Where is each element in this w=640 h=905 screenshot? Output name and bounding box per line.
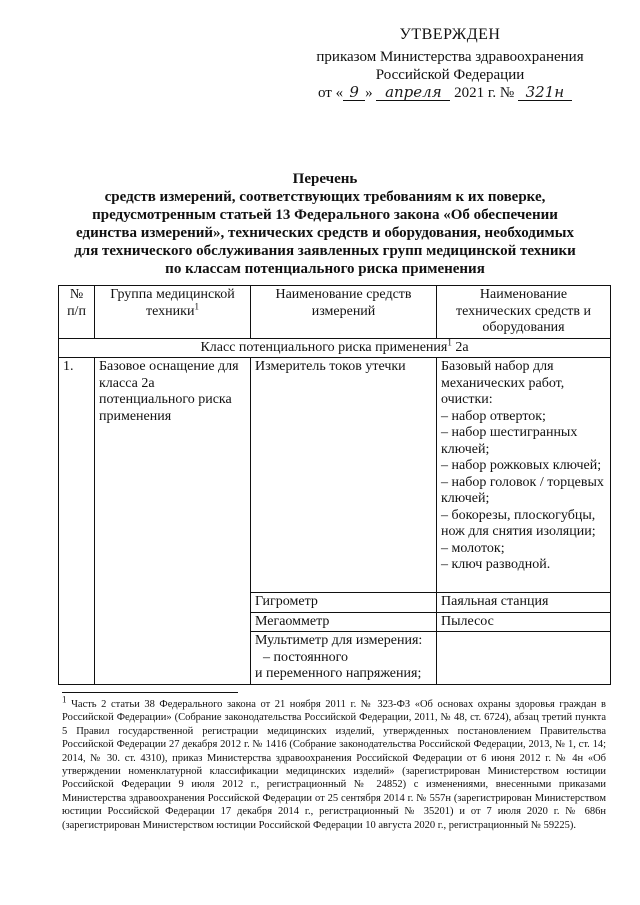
row-measure-4 xyxy=(251,632,437,685)
class-row xyxy=(59,338,611,358)
list-item: – набор головок / торцевых ключей; xyxy=(441,475,606,508)
class-row-label: Класс потенциального риска применения xyxy=(200,339,448,355)
title-line-5: для технического обслуживания заявленных групп медицинской техники xyxy=(74,243,576,259)
equipment-table xyxy=(58,285,611,685)
order-year: 2021 г. № xyxy=(454,85,515,101)
approval-heading: УТВЕРЖДЕН xyxy=(399,26,501,43)
list-item: – постоянного xyxy=(255,650,432,667)
approval-line-country: Российской Федерации xyxy=(375,67,525,83)
list-item: – набор отверток; xyxy=(441,409,606,426)
title-line-2: средств измерений, соответствующих требованиям к их поверке, xyxy=(104,189,546,205)
row-equipment-2: Паяльная станция xyxy=(437,593,611,613)
row-equipment-1 xyxy=(437,358,611,593)
table-header-row xyxy=(59,286,611,339)
title-line-3: предусмотренным статьей 13 Федерального закона «Об обеспечении xyxy=(92,207,558,223)
row-group: Базовое оснащение для класса 2а потенциального риска применения xyxy=(95,358,251,685)
title-line-1: Перечень xyxy=(292,171,358,187)
class-row-cell xyxy=(59,338,611,358)
footnote-divider xyxy=(62,692,238,693)
row-equipment-4 xyxy=(437,632,611,685)
header-group-footnote-mark: 1 xyxy=(194,300,199,311)
footnote-text: Часть 2 статьи 38 Федерального закона от 21 ноября 2011 г. № 323-ФЗ «Об основах охраны здоровья граждан в Российской Федерации» (Собрание законодательства Российской Федерации, 2011, № 48, ст. 6724), абзац третий пункта 5 Правил государственной регистрации медицинских изделий, утвержденных постановлением Правительства Российской Федерации 27 декабря 2012 г. № 1416 (Собрание законодательства Российской Федерации, 2013, № 1, ст. 14; 2014, № 30. ст. 4310), приказ Министерства здравоохранения Российской Федерации от 6 июня 2012 г. № 4н «Об утверждении номенклатурной классификации медицинских изделий» (зарегистрирован Министерством юстиции Российской Федерации 9 июля 2012 г., регистрационный № 24852) с изменениями, внесенными приказами Министерства здравоохранения Российской Федерации от 25 сентября 2014 г. № 557н (зарегистрирован Министерством юстиции Российской Федерации 17 декабря 2014 г., регистрационный № 35201) и от 7 июля 2020 г. № 686н (зарегистрирован Министерством юстиции Российской Федерации 10 августа 2020 г., регистрационный № 59225). xyxy=(62,699,607,831)
order-day: 9 xyxy=(343,84,365,101)
header-measure: Наименование средств измерений xyxy=(251,286,437,339)
header-group-label: Группа медицинской техники xyxy=(110,287,235,319)
class-row-footnote-mark: 1 xyxy=(447,336,452,347)
list-item: – набор шестигранных ключей; xyxy=(441,425,606,458)
order-day-close: » xyxy=(365,85,373,101)
list-item: – бокорезы, плоскогубцы, нож для снятия изоляции; xyxy=(441,508,606,541)
footnote-mark: 1 xyxy=(62,694,67,705)
equipment-intro: Базовый набор для механических работ, очистки: xyxy=(441,359,565,407)
row-num: 1. xyxy=(59,358,95,685)
approval-line-ministry: приказом Министерства здравоохранения xyxy=(316,49,584,65)
order-date-line xyxy=(300,84,600,102)
measure-4-intro: Мультиметр для измерения: xyxy=(255,633,423,648)
order-month: апреля xyxy=(376,84,450,101)
header-equipment: Наименование технических средств и оборудования xyxy=(437,286,611,339)
list-item: – набор рожковых ключей; xyxy=(441,458,606,475)
approval-block xyxy=(300,26,600,102)
class-row-value: 2а xyxy=(455,339,469,355)
title-line-4: единства измерений», технических средств и оборудования, необходимых xyxy=(76,225,574,241)
list-item: – ключ разводной. xyxy=(441,557,606,574)
order-prefix: от « xyxy=(318,85,344,101)
title-line-6: по классам потенциального риска применения xyxy=(165,261,485,277)
row-measure-2: Гигрометр xyxy=(251,593,437,613)
row-equipment-3: Пылесос xyxy=(437,612,611,632)
footnote xyxy=(62,694,607,832)
tool-list xyxy=(441,409,606,574)
order-number: 321н xyxy=(518,84,572,101)
list-item: – молоток; xyxy=(441,541,606,558)
row-measure-3: Мегаомметр xyxy=(251,612,437,632)
document-title xyxy=(60,170,590,278)
header-group xyxy=(95,286,251,339)
header-num: № п/п xyxy=(59,286,95,339)
list-item: и переменного напряжения; xyxy=(255,666,422,681)
table-row xyxy=(59,358,611,593)
row-measure-1: Измеритель токов утечки xyxy=(251,358,437,593)
